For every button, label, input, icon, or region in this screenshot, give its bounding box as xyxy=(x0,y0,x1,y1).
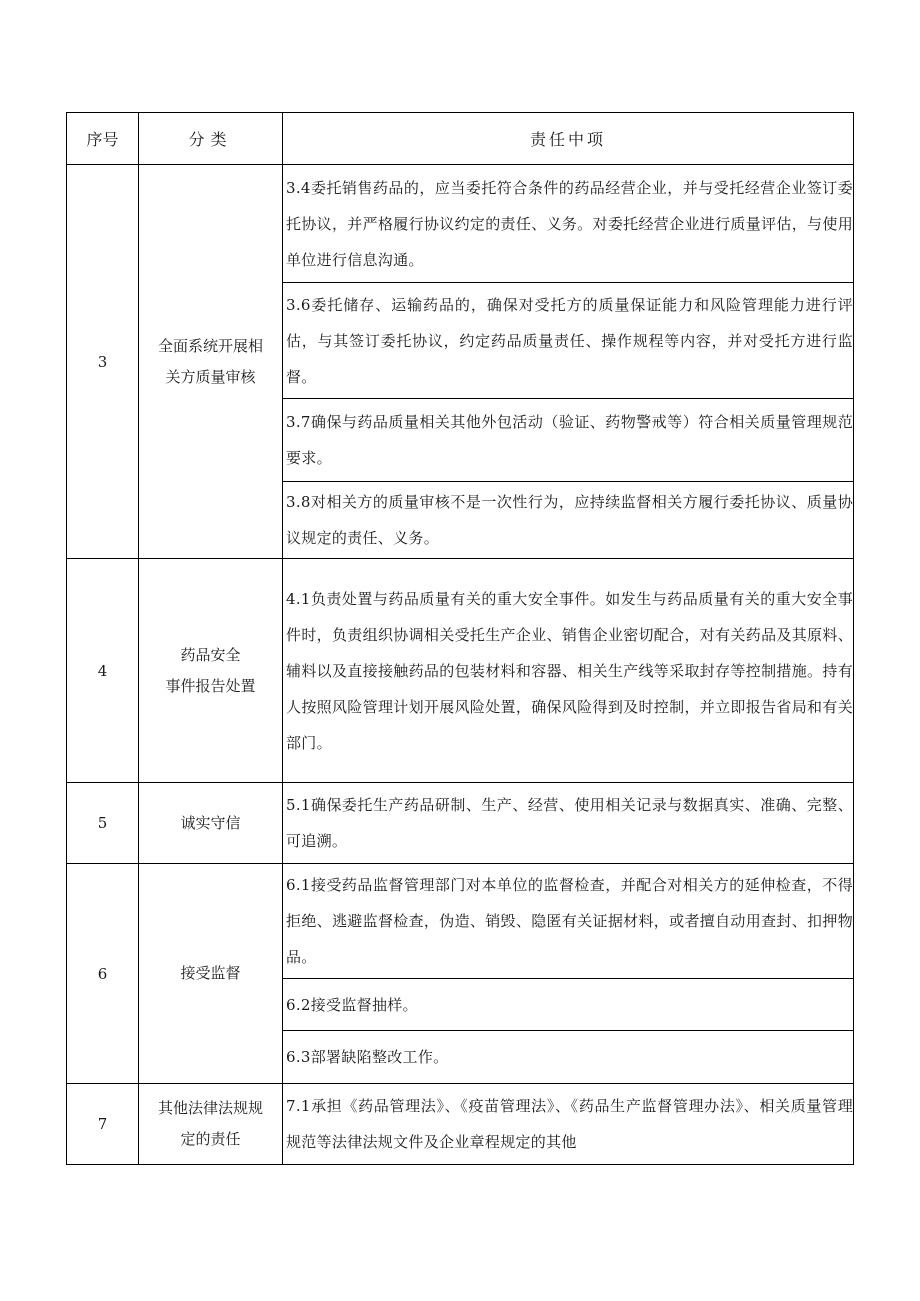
responsibility-item: 3.6委托储存、运输药品的，确保对受托方的质量保证能力和风险管理能力进行评估，与其签订委托协议，约定药品质量责任、操作规程等内容，并对受托方进行监督。 xyxy=(283,283,854,399)
responsibility-item: 3.4委托销售药品的，应当委托符合条件的药品经营企业，并与受托经营企业签订委托协议，并严格履行协议约定的责任、义务。对委托经营企业进行质量评估，与使用单位进行信息沟通。 xyxy=(283,165,854,283)
category-line: 事件报告处置 xyxy=(165,676,256,695)
category-line: 诚实守信 xyxy=(180,813,241,832)
row-category xyxy=(139,559,283,783)
table-row xyxy=(67,1084,854,1165)
category-line: 接受监督 xyxy=(180,964,241,982)
responsibility-table xyxy=(66,112,854,1165)
table-row xyxy=(67,783,854,864)
row-num: 3 xyxy=(67,165,139,559)
row-num: 7 xyxy=(67,1084,139,1165)
table-row xyxy=(67,559,854,783)
category-line: 其他法律法规规 xyxy=(157,1099,263,1117)
row-num: 5 xyxy=(67,783,139,864)
category-line: 全面系统开展相 xyxy=(157,336,263,355)
category-line: 关方质量审核 xyxy=(165,367,256,386)
responsibility-item: 4.1负责处置与药品质量有关的重大安全事件。如发生与药品质量有关的重大安全事件时，负责组织协调相关受托生产企业、销售企业密切配合，对有关药品及其原料、辅料以及直接接触药品的包装材料和容器、相关生产线等采取封存等控制措施。持有人按照风险管理计划开展风险处置，确保风险得到及时控制，并立即报告省局和有关部门。 xyxy=(283,559,854,783)
responsibility-item: 3.8对相关方的质量审核不是一次性行为，应持续监督相关方履行委托协议、质量协议规定的责任、义务。 xyxy=(283,482,854,559)
header-row xyxy=(67,113,854,165)
responsibility-item: 5.1确保委托生产药品研制、生产、经营、使用相关记录与数据真实、准确、完整、可追溯。 xyxy=(283,783,854,864)
header-category: 分类 xyxy=(139,113,283,165)
responsibility-item: 6.2接受监督抽样。 xyxy=(283,979,854,1031)
responsibility-item: 3.7确保与药品质量相关其他外包活动（验证、药物警戒等）符合相关质量管理规范要求。 xyxy=(283,399,854,482)
row-category xyxy=(139,1084,283,1165)
category-line: 定的责任 xyxy=(180,1130,241,1148)
table-row xyxy=(67,165,854,283)
row-category xyxy=(139,165,283,559)
responsibility-item: 7.1承担《药品管理法》、《疫苗管理法》、《药品生产监督管理办法》、相关质量管理规范等法律法规文件及企业章程规定的其他 xyxy=(283,1084,854,1165)
row-category xyxy=(139,864,283,1084)
row-num: 4 xyxy=(67,559,139,783)
table-row xyxy=(67,864,854,979)
row-category xyxy=(139,783,283,864)
category-line: 药品安全 xyxy=(180,645,241,664)
responsibility-item: 6.3部署缺陷整改工作。 xyxy=(283,1031,854,1084)
header-num: 序号 xyxy=(67,113,139,165)
responsibility-item: 6.1接受药品监督管理部门对本单位的监督检查，并配合对相关方的延伸检查，不得拒绝、逃避监督检查，伪造、销毁、隐匿有关证据材料，或者擅自动用查封、扣押物品。 xyxy=(283,864,854,979)
row-num: 6 xyxy=(67,864,139,1084)
header-items: 责任中项 xyxy=(283,113,854,165)
